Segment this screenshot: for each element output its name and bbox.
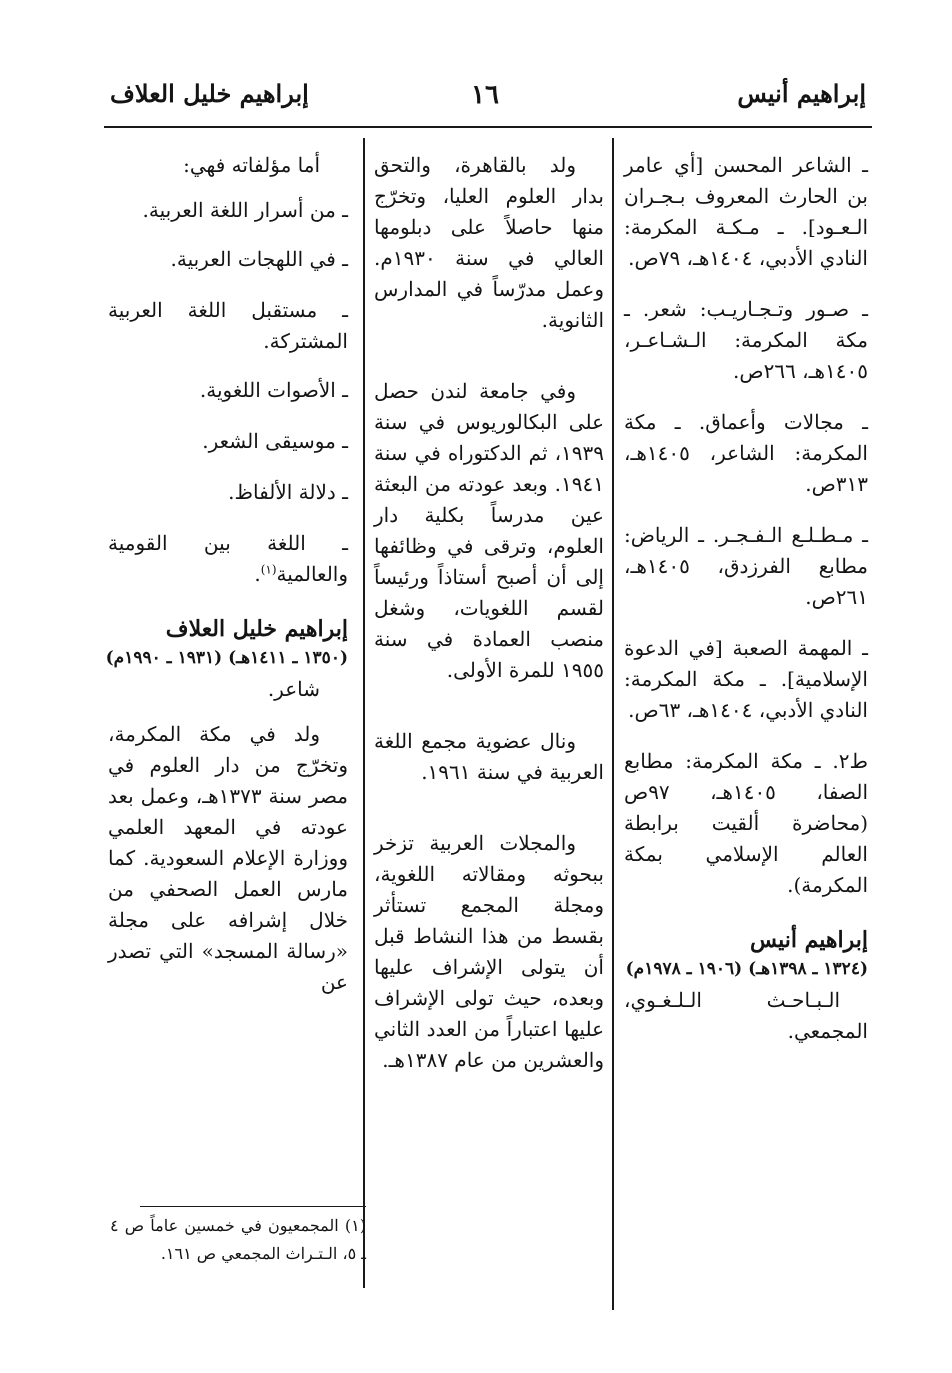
works-entry: ـ الشاعر المحسن [أي عامر بن الحارث المعروف بـجـران الـعـود]. ـ مـكـة المكرمة: النادي الأدبي، ١٤٠٤هـ، ٧٩ص.: [624, 153, 868, 270]
running-head-right: إبراهيم أنيس: [737, 79, 866, 108]
works-entry: ط٢. ـ مكة المكرمة: مطابع الصفا، ١٤٠٥هـ، ٩٧ص (محاضرة ألقيت برابطة العالم الإسلامي بمكة المكرمة).: [624, 749, 868, 897]
works-intro: أما مؤلفاته فهي:: [183, 153, 320, 177]
biography-role: شاعر.: [267, 677, 320, 701]
body-paragraph: والمجلات العربية تزخر ببحوثه ومقالاته اللغوية، ومجلة المجمع تستأثر بقسط من هذا النشاط قبل أن يتولى الإشراف عليها وبعده، حيث تولى الإشراف عليها اعتباراً من العدد الثاني والعشرين من عام ١٣٨٧هـ.: [374, 831, 604, 1072]
column-middle: [374, 150, 604, 1096]
works-list-item: ـ الأصوات اللغوية.: [199, 378, 348, 402]
column-left: [105, 150, 349, 1018]
works-entry: ـ صـور وتـجـاريـب: شعر. ـ مكة المكرمة: الـشـاعـر، ١٤٠٥هـ، ٢٦٦ص.: [624, 297, 868, 383]
works-list-item: ـ دلالة الألفاظ.: [228, 480, 348, 504]
biography-dates: (١٣٢٤ ـ ١٣٩٨هـ) (١٩٠٦ ـ ١٩٧٨م): [625, 959, 868, 979]
works-entry: ـ المهمة الصعبة [في الدعوة الإسلامية]. ـ مكة المكرمة: النادي الأدبي، ١٤٠٤هـ، ٦٣ص.: [624, 636, 868, 722]
works-list-item: ـ من أسرار اللغة العربية.: [142, 198, 348, 222]
biography-dates: (١٣٥٠ ـ ١٤١١هـ) (١٩٣١ ـ ١٩٩٠م): [105, 648, 348, 668]
footnote: (١) المجمعيون في خمسين عاماً ص ٤ ـ ٥، الـتـراث المجمعي ص ١٦١.: [110, 1216, 366, 1263]
column-divider-right: [612, 138, 614, 1310]
biography-name: إبراهيم خليل العلاف: [165, 616, 348, 642]
works-entry: ـ مجالات وأعماق. ـ مكة المكرمة: الشاعر، ١٤٠٥هـ، ٣١٣ص.: [624, 410, 868, 496]
body-paragraph: وفي جامعة لندن حصل على البكالوريوس في سنة ١٩٣٩، ثم الدكتوراه في سنة ١٩٤١. وبعد عودته من البعثة عين مدرساً بكلية دار العلوم، وترقى في وظائفها إلى أن أصبح أستاذاً ورئيساً لقسم اللغويات، وشغل منصب العمادة في سنة ١٩٥٥ للمرة الأولى.: [374, 379, 604, 682]
body-paragraph: ولد بالقاهرة، والتحق بدار العلوم العليا، وتخرّج منها حاصلاً على دبلومها العالي في سنة ١٩٣٠م. وعمل مدرّساً في المدارس الثانوية.: [374, 153, 604, 332]
works-list-item-end: .: [254, 562, 261, 586]
footnote-rule: [140, 1206, 366, 1207]
works-list-item: [108, 528, 348, 590]
column-right: [624, 150, 868, 1067]
works-list-item: ـ في اللهجات العربية.: [170, 247, 348, 271]
footnote-marker[interactable]: (١): [260, 562, 277, 577]
works-list-item: ـ موسيقى الشعر.: [202, 429, 348, 453]
works-entry: ـ مـطـلـع الـفـجـر. ـ الرياض: مطابع الفرزدق، ١٤٠٥هـ، ٢٦١ص.: [624, 523, 868, 609]
works-list-item: ـ مستقبل اللغة العربية المشتركة.: [108, 298, 348, 353]
column-divider-left: [363, 138, 365, 1288]
body-paragraph: ولد في مكة المكرمة، وتخرّج من دار العلوم في مصر سنة ١٣٧٣هـ، وعمل بعد عودته في المعهد العلمي ووزارة الإعلام السعودية. كما مارس العمل الصحفي من خلال إشرافه على مجلة «رسالة المسجد» التي تصدر عن: [108, 722, 349, 994]
header-rule: [104, 126, 872, 128]
biography-role: الـبـاحـث الـلـغـوي، المجمعي.: [624, 988, 868, 1043]
works-list-item-text: ـ اللغة بين القومية والعالمية: [108, 531, 348, 586]
biography-name: إبراهيم أنيس: [750, 927, 868, 953]
page-number: ١٦: [471, 80, 499, 110]
running-head-left: إبراهيم خليل العلاف: [110, 79, 309, 108]
body-paragraph: ونال عضوية مجمع اللغة العربية في سنة ١٩٦١.: [374, 729, 604, 784]
